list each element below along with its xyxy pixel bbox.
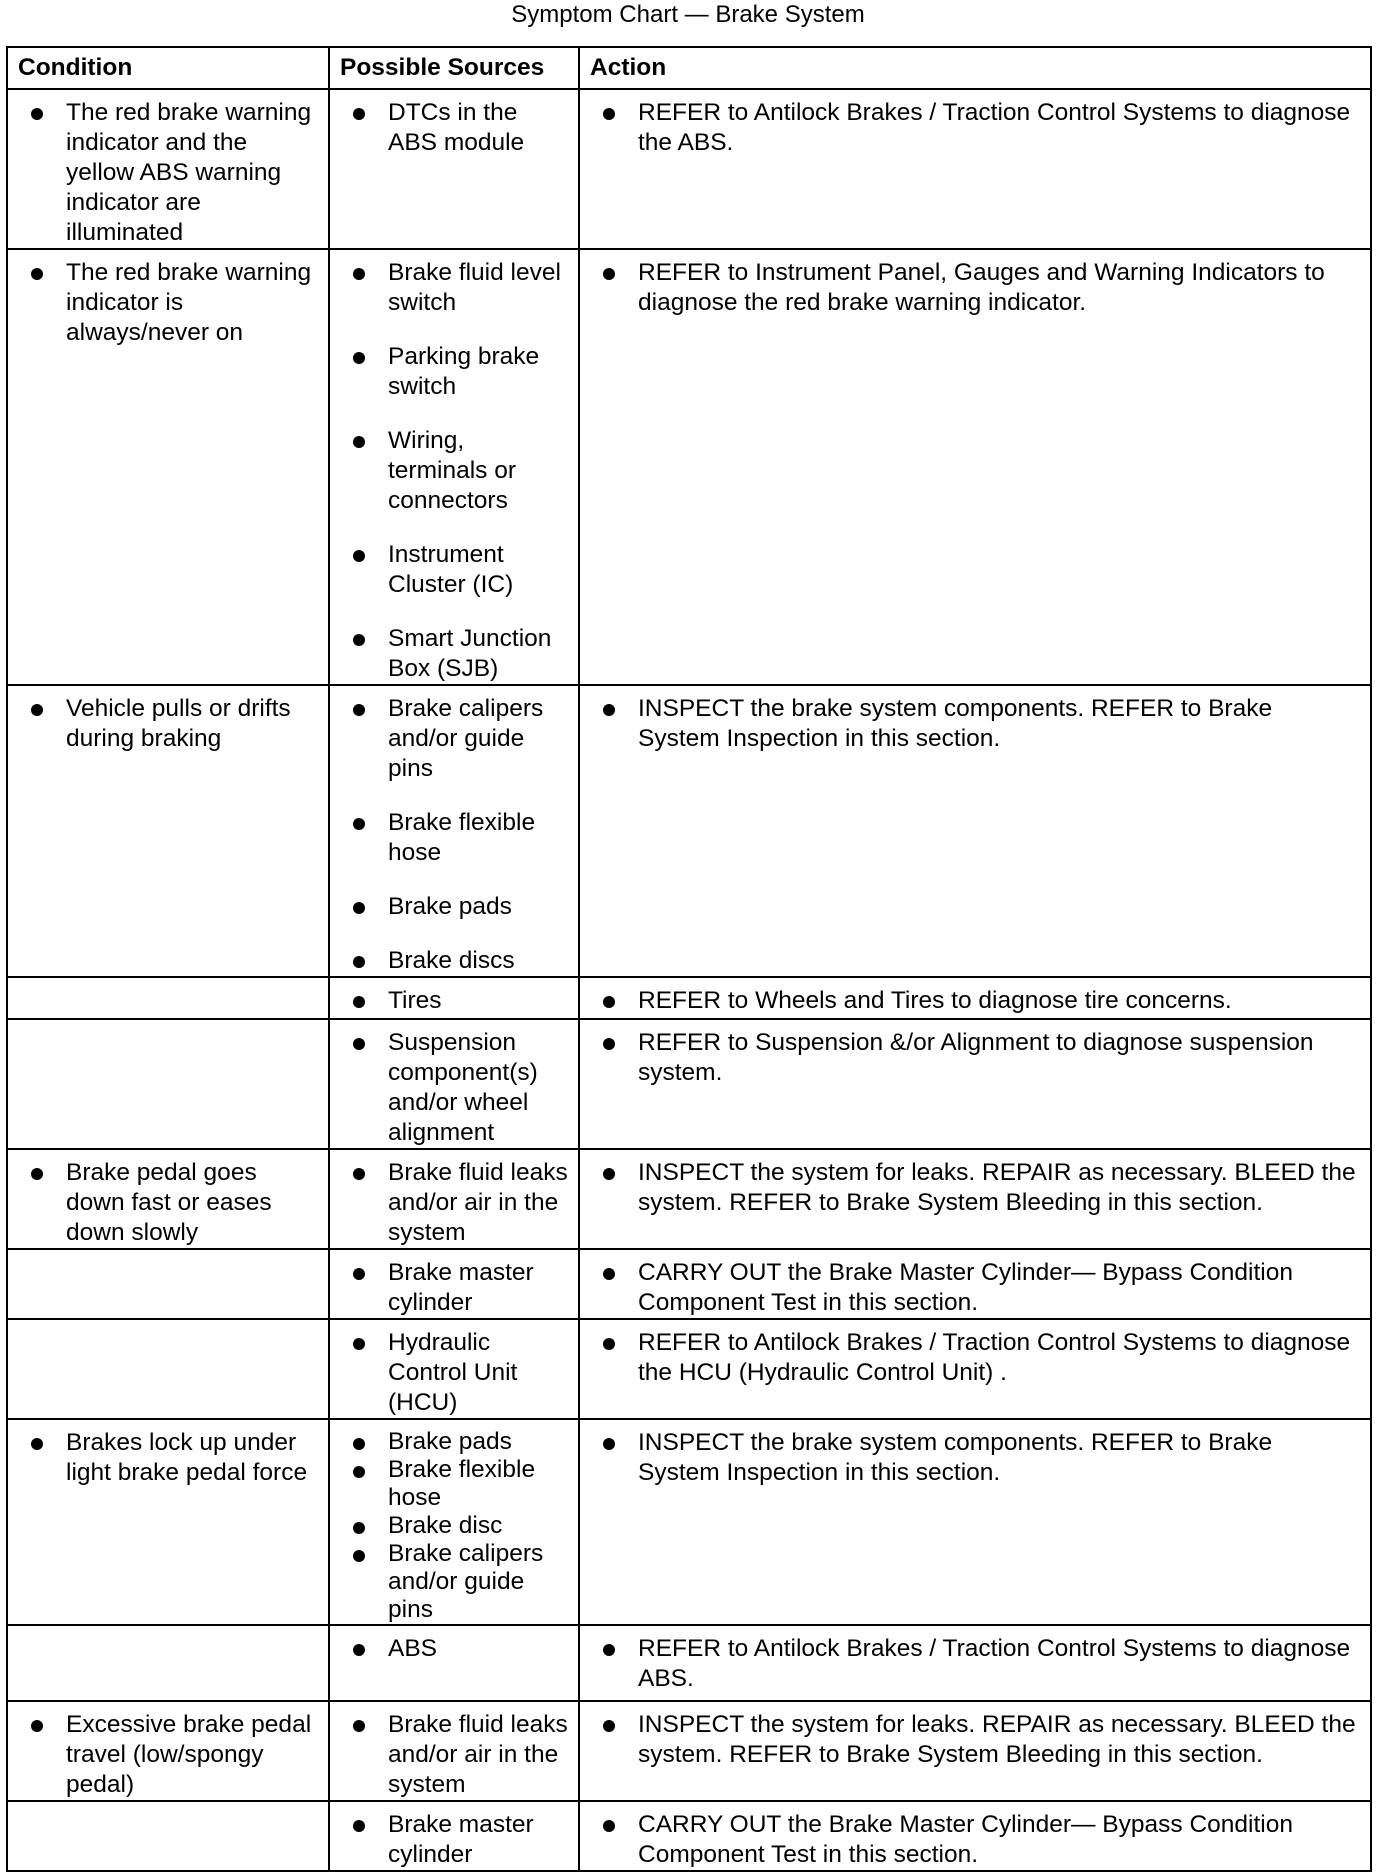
sources-cell: [329, 1625, 579, 1701]
condition-cell: [7, 1319, 329, 1419]
action-list: [590, 986, 1360, 1016]
sources-cell: [329, 1249, 579, 1319]
sources-list: [340, 986, 568, 1016]
source-item: Smart Junction Box (SJB): [340, 624, 568, 684]
sources-cell: [329, 1419, 579, 1625]
action-cell: [579, 977, 1371, 1019]
table-row: [7, 1249, 1371, 1319]
action-list: [590, 98, 1360, 158]
condition-header: Condition: [7, 47, 329, 89]
sources-list: [340, 98, 568, 158]
source-item: Brake pads: [340, 1428, 568, 1456]
source-item: Brake flexible hose: [340, 808, 568, 868]
sources-cell: [329, 1701, 579, 1801]
action-list: [590, 1258, 1360, 1318]
source-item: Brake fluid leaks and/or air in the system: [340, 1710, 568, 1800]
action-list: [590, 694, 1360, 754]
action-text: INSPECT the system for leaks. REPAIR as necessary. BLEED the system. REFER to Brake System Bleeding in this section.: [590, 1158, 1360, 1218]
sources-list: [340, 1810, 568, 1870]
action-cell: [579, 1149, 1371, 1249]
action-text: INSPECT the brake system components. REFER to Brake System Inspection in this section.: [590, 694, 1360, 754]
condition-text: Brakes lock up under light brake pedal force: [18, 1428, 318, 1488]
condition-text: The red brake warning indicator and the yellow ABS warning indicator are illuminated: [18, 98, 318, 248]
condition-cell: [7, 89, 329, 249]
action-text: REFER to Antilock Brakes / Traction Control Systems to diagnose ABS.: [590, 1634, 1360, 1694]
source-item: ABS: [340, 1634, 568, 1664]
sources-cell: [329, 89, 579, 249]
action-cell: [579, 1019, 1371, 1149]
condition-text: Vehicle pulls or drifts during braking: [18, 694, 318, 754]
action-cell: [579, 1419, 1371, 1625]
action-cell: [579, 1701, 1371, 1801]
action-list: [590, 1634, 1360, 1694]
condition-cell: [7, 1249, 329, 1319]
source-item: Instrument Cluster (IC): [340, 540, 568, 600]
condition-list: [18, 1428, 318, 1488]
sources-list: [340, 1258, 568, 1318]
condition-text: Excessive brake pedal travel (low/spongy pedal): [18, 1710, 318, 1800]
action-cell: [579, 1801, 1371, 1871]
sources-cell: [329, 685, 579, 977]
action-cell: [579, 1625, 1371, 1701]
sources-list: [340, 258, 568, 684]
condition-cell: [7, 685, 329, 977]
action-list: [590, 1710, 1360, 1770]
condition-list: [18, 1158, 318, 1248]
source-item: Tires: [340, 986, 568, 1016]
action-text: CARRY OUT the Brake Master Cylinder— Bypass Condition Component Test in this section.: [590, 1258, 1360, 1318]
table-row: [7, 1319, 1371, 1419]
sources-header: Possible Sources: [329, 47, 579, 89]
action-cell: [579, 249, 1371, 685]
sources-cell: [329, 1019, 579, 1149]
condition-cell: [7, 1701, 329, 1801]
condition-cell: [7, 1019, 329, 1149]
table-row: [7, 1701, 1371, 1801]
action-text: REFER to Antilock Brakes / Traction Control Systems to diagnose the HCU (Hydraulic Control Unit) .: [590, 1328, 1360, 1388]
table-row: [7, 1419, 1371, 1625]
table-row: [7, 249, 1371, 685]
condition-list: [18, 258, 318, 348]
condition-text: Brake pedal goes down fast or eases down slowly: [18, 1158, 318, 1248]
source-item: Brake fluid level switch: [340, 258, 568, 318]
source-item: Brake pads: [340, 892, 568, 922]
symptom-chart-table: [6, 46, 1372, 1872]
source-item: Brake master cylinder: [340, 1258, 568, 1318]
action-text: INSPECT the system for leaks. REPAIR as necessary. BLEED the system. REFER to Brake System Bleeding in this section.: [590, 1710, 1360, 1770]
action-list: [590, 1028, 1360, 1088]
condition-cell: [7, 977, 329, 1019]
action-header: Action: [579, 47, 1371, 89]
action-text: INSPECT the brake system components. REFER to Brake System Inspection in this section.: [590, 1428, 1360, 1488]
action-list: [590, 1328, 1360, 1388]
action-list: [590, 258, 1360, 318]
source-item: Brake master cylinder: [340, 1810, 568, 1870]
action-cell: [579, 89, 1371, 249]
source-item: Brake calipers and/or guide pins: [340, 694, 568, 784]
action-cell: [579, 1319, 1371, 1419]
sources-cell: [329, 1319, 579, 1419]
source-item: Hydraulic Control Unit (HCU): [340, 1328, 568, 1418]
source-item: Brake discs: [340, 946, 568, 976]
sources-list: [340, 1710, 568, 1800]
action-text: REFER to Wheels and Tires to diagnose tire concerns.: [590, 986, 1360, 1016]
sources-list: [340, 1634, 568, 1664]
condition-text: The red brake warning indicator is always/never on: [18, 258, 318, 348]
condition-list: [18, 694, 318, 754]
action-text: REFER to Instrument Panel, Gauges and Warning Indicators to diagnose the red brake warning indicator.: [590, 258, 1360, 318]
table-row: [7, 1801, 1371, 1871]
condition-cell: [7, 249, 329, 685]
action-text: REFER to Suspension &/or Alignment to diagnose suspension system.: [590, 1028, 1360, 1088]
source-item: Parking brake switch: [340, 342, 568, 402]
source-item: Brake calipers and/or guide pins: [340, 1540, 568, 1624]
sources-list: [340, 1428, 568, 1624]
source-item: Brake flexible hose: [340, 1456, 568, 1512]
sources-cell: [329, 249, 579, 685]
sources-cell: [329, 1149, 579, 1249]
source-item: Brake disc: [340, 1512, 568, 1540]
condition-cell: [7, 1149, 329, 1249]
action-list: [590, 1428, 1360, 1488]
source-item: DTCs in the ABS module: [340, 98, 568, 158]
action-list: [590, 1158, 1360, 1218]
table-row: [7, 1625, 1371, 1701]
source-item: Brake fluid leaks and/or air in the system: [340, 1158, 568, 1248]
condition-list: [18, 98, 318, 248]
table-row: [7, 89, 1371, 249]
condition-cell: [7, 1625, 329, 1701]
source-item: Wiring, terminals or connectors: [340, 426, 568, 516]
sources-cell: [329, 977, 579, 1019]
condition-cell: [7, 1419, 329, 1625]
action-list: [590, 1810, 1360, 1870]
header-row: [7, 47, 1371, 89]
table-row: [7, 1019, 1371, 1149]
page-title: Symptom Chart — Brake System: [511, 1, 865, 28]
table-row: [7, 1149, 1371, 1249]
action-cell: [579, 1249, 1371, 1319]
table-row: [7, 685, 1371, 977]
action-text: REFER to Antilock Brakes / Traction Control Systems to diagnose the ABS.: [590, 98, 1360, 158]
sources-list: [340, 1028, 568, 1148]
condition-list: [18, 1710, 318, 1800]
sources-list: [340, 1158, 568, 1248]
action-text: CARRY OUT the Brake Master Cylinder— Bypass Condition Component Test in this section.: [590, 1810, 1360, 1870]
condition-cell: [7, 1801, 329, 1871]
sources-list: [340, 694, 568, 976]
table-row: [7, 977, 1371, 1019]
sources-list: [340, 1328, 568, 1418]
sources-cell: [329, 1801, 579, 1871]
source-item: Suspension component(s) and/or wheel alignment: [340, 1028, 568, 1148]
action-cell: [579, 685, 1371, 977]
